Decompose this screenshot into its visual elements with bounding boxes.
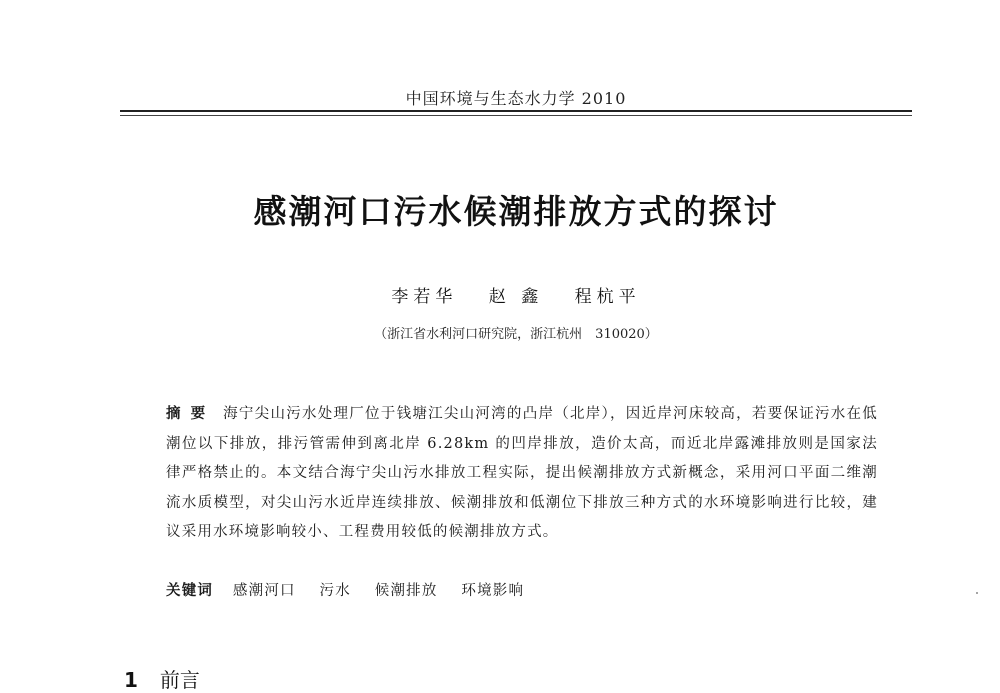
keyword: 候潮排放 xyxy=(374,583,438,599)
section-number: 1 xyxy=(124,668,138,692)
keyword: 污水 xyxy=(319,583,351,599)
abstract xyxy=(166,400,878,548)
author-list xyxy=(120,282,912,307)
scan-speck xyxy=(976,592,978,594)
section-title: 前言 xyxy=(159,668,200,692)
abstract-text: 海宁尖山污水处理厂位于钱塘江尖山河湾的凸岸（北岸），因近岸河床较高，若要保证污水在低潮位以下排放，排污管需伸到离北岸 6.28km 的凹岸排放，造价太高，而近北岸露滩排放则是国家法律严格禁止的。本文结合海宁尖山污水排放工程实际，提出候潮排放方式新概念，采用河口平面二维潮流水质模型，对尖山污水近岸连续排放、候潮排放和低潮位下排放三种方式的水环境影响进行比较，建议采用水环境影响较小、工程费用较低的候潮排放方式。 xyxy=(166,406,878,540)
keyword: 感潮河口 xyxy=(232,583,296,599)
section-heading xyxy=(124,664,200,693)
author-1: 李若华 xyxy=(391,287,458,307)
header-rule-thick xyxy=(120,110,912,112)
abstract-label: 摘要 xyxy=(166,406,216,422)
keywords-label: 关键词 xyxy=(166,583,214,599)
author-2: 赵 鑫 xyxy=(488,287,544,307)
paper-title: 感潮河口污水候潮排放方式的探讨 xyxy=(253,192,779,231)
author-3: 程杭平 xyxy=(574,287,641,307)
affiliation: （浙江省水利河口研究院，浙江杭州 310020） xyxy=(374,327,658,342)
keyword: 环境影响 xyxy=(461,583,525,599)
header-rule-thin xyxy=(120,115,912,116)
keywords xyxy=(166,579,878,600)
journal-header: 中国环境与生态水力学 2010 xyxy=(405,89,627,108)
